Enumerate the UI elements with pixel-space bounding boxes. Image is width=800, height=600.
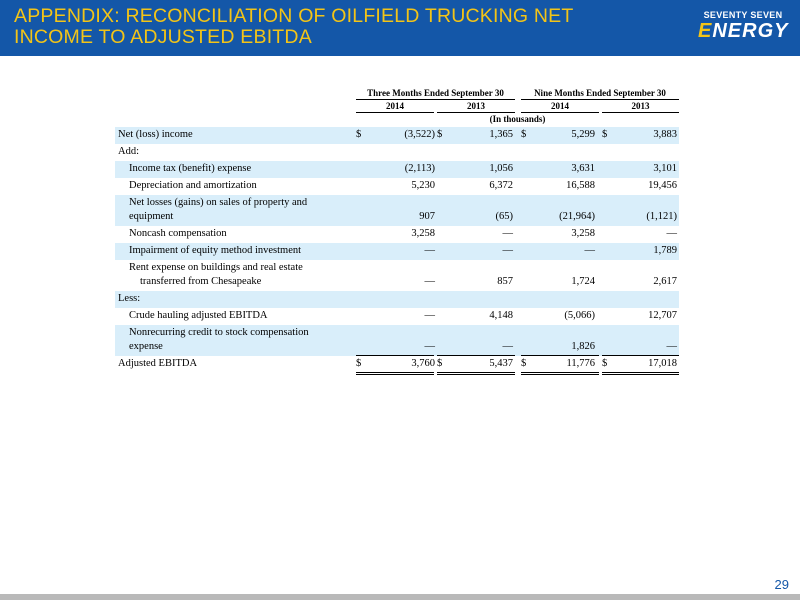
total-double-rule-lower xyxy=(356,374,434,375)
value-cell: — xyxy=(424,245,435,256)
value-cell: 16,588 xyxy=(566,180,595,191)
value-cell: 3,258 xyxy=(411,228,435,239)
dollar-sign: $ xyxy=(521,358,527,369)
company-logo xyxy=(698,10,788,42)
group-header-row xyxy=(115,88,679,101)
value-cell: 907 xyxy=(419,211,435,222)
value-cell: (3,522) xyxy=(404,129,435,140)
value-cell: 3,760 xyxy=(411,358,435,369)
total-double-rule-lower xyxy=(437,374,515,375)
row-label: Adjusted EBITDA xyxy=(118,358,198,369)
year-header-row xyxy=(115,101,679,114)
row-label: Depreciation and amortization xyxy=(129,180,257,191)
value-cell: 1,365 xyxy=(489,129,513,140)
table-row xyxy=(115,226,679,243)
value-cell: 6,372 xyxy=(489,180,513,191)
total-double-rule-lower xyxy=(602,374,679,375)
value-cell: (5,066) xyxy=(564,310,595,321)
page-number: 29 xyxy=(774,577,789,592)
value-cell: — xyxy=(424,276,435,287)
row-label: Add: xyxy=(118,146,139,157)
value-cell: (1,121) xyxy=(646,211,677,222)
reconciliation-table xyxy=(115,88,679,373)
units-row xyxy=(115,114,679,127)
value-cell: 17,018 xyxy=(648,358,677,369)
dollar-sign: $ xyxy=(356,129,362,140)
value-cell: 1,826 xyxy=(571,341,595,352)
header-2013-n: 2013 xyxy=(602,101,679,113)
total-double-rule xyxy=(356,370,434,373)
logo-rest-text: NERGY xyxy=(712,20,789,42)
value-cell: 3,258 xyxy=(571,228,595,239)
value-cell: 3,883 xyxy=(653,129,677,140)
table-row xyxy=(115,161,679,178)
table-row xyxy=(115,243,679,260)
row-label-line2: expense xyxy=(129,341,163,352)
table-row xyxy=(115,144,679,161)
value-cell: — xyxy=(584,245,595,256)
row-label-line2: transferred from Chesapeake xyxy=(140,276,262,287)
value-cell: 1,724 xyxy=(571,276,595,287)
value-cell: (65) xyxy=(495,211,513,222)
value-cell: 5,437 xyxy=(489,358,513,369)
slide-title xyxy=(14,6,594,48)
row-label-line1: Net losses (gains) on sales of property and xyxy=(129,197,308,208)
value-cell: — xyxy=(502,245,513,256)
header-2013-q: 2013 xyxy=(437,101,515,113)
dollar-sign: $ xyxy=(437,358,443,369)
value-cell: 5,299 xyxy=(571,129,595,140)
header-three-months: Three Months Ended September 30 xyxy=(356,88,515,100)
row-label-line1: Nonrecurring credit to stock compensation xyxy=(129,327,309,338)
value-cell: (2,113) xyxy=(404,163,435,174)
value-cell: 2,617 xyxy=(653,276,677,287)
row-label-line2: equipment xyxy=(129,211,174,222)
dollar-sign: $ xyxy=(602,129,608,140)
total-double-rule xyxy=(521,370,599,373)
units-label: (In thousands) xyxy=(489,114,546,124)
table-row xyxy=(115,308,679,325)
table-row xyxy=(115,178,679,195)
row-label xyxy=(129,196,349,224)
dollar-sign: $ xyxy=(521,129,527,140)
row-label: Impairment of equity method investment xyxy=(129,245,302,256)
value-cell: — xyxy=(666,228,677,239)
table-row-total xyxy=(115,356,679,373)
total-double-rule xyxy=(437,370,515,373)
table-row xyxy=(115,291,679,308)
value-cell: (21,964) xyxy=(559,211,595,222)
dollar-sign: $ xyxy=(602,358,608,369)
row-label-line1: Rent expense on buildings and real estate xyxy=(129,262,303,273)
row-label: Net (loss) income xyxy=(118,129,193,140)
table-row xyxy=(115,325,679,356)
header-nine-months: Nine Months Ended September 30 xyxy=(521,88,679,100)
row-label: Noncash compensation xyxy=(129,228,227,239)
value-cell: 1,056 xyxy=(489,163,513,174)
title-banner xyxy=(0,0,800,56)
row-label: Income tax (benefit) expense xyxy=(129,163,252,174)
value-cell: 11,776 xyxy=(566,358,595,369)
logo-top-text: SEVENTY SEVEN xyxy=(703,10,783,20)
value-cell: 4,148 xyxy=(489,310,513,321)
dollar-sign: $ xyxy=(356,358,362,369)
row-label xyxy=(129,261,349,289)
value-cell: — xyxy=(502,228,513,239)
value-cell: — xyxy=(666,341,677,352)
logo-e-letter: E xyxy=(698,20,713,42)
value-cell: 1,789 xyxy=(653,245,677,256)
total-double-rule xyxy=(602,370,679,373)
slide-title-line2: INCOME TO ADJUSTED EBITDA xyxy=(14,26,312,48)
table-row xyxy=(115,195,679,226)
value-cell: 857 xyxy=(497,276,513,287)
table-row xyxy=(115,127,679,144)
value-cell: 3,101 xyxy=(653,163,677,174)
slide-title-line1: APPENDIX: RECONCILIATION OF OILFIELD TRUCKING NET xyxy=(14,5,574,27)
value-cell: 12,707 xyxy=(648,310,677,321)
header-2014-n: 2014 xyxy=(521,101,599,113)
row-label: Less: xyxy=(118,293,141,304)
value-cell: 19,456 xyxy=(648,180,677,191)
table-row xyxy=(115,260,679,291)
header-2014-q: 2014 xyxy=(356,101,434,113)
total-double-rule-lower xyxy=(521,374,599,375)
value-cell: — xyxy=(424,341,435,352)
footer-bar xyxy=(0,594,800,600)
logo-main-text xyxy=(698,20,788,42)
value-cell: 3,631 xyxy=(571,163,595,174)
row-label xyxy=(129,326,349,354)
dollar-sign: $ xyxy=(437,129,443,140)
value-cell: — xyxy=(424,310,435,321)
value-cell: 5,230 xyxy=(411,180,435,191)
value-cell: — xyxy=(502,341,513,352)
row-label: Crude hauling adjusted EBITDA xyxy=(129,310,268,321)
